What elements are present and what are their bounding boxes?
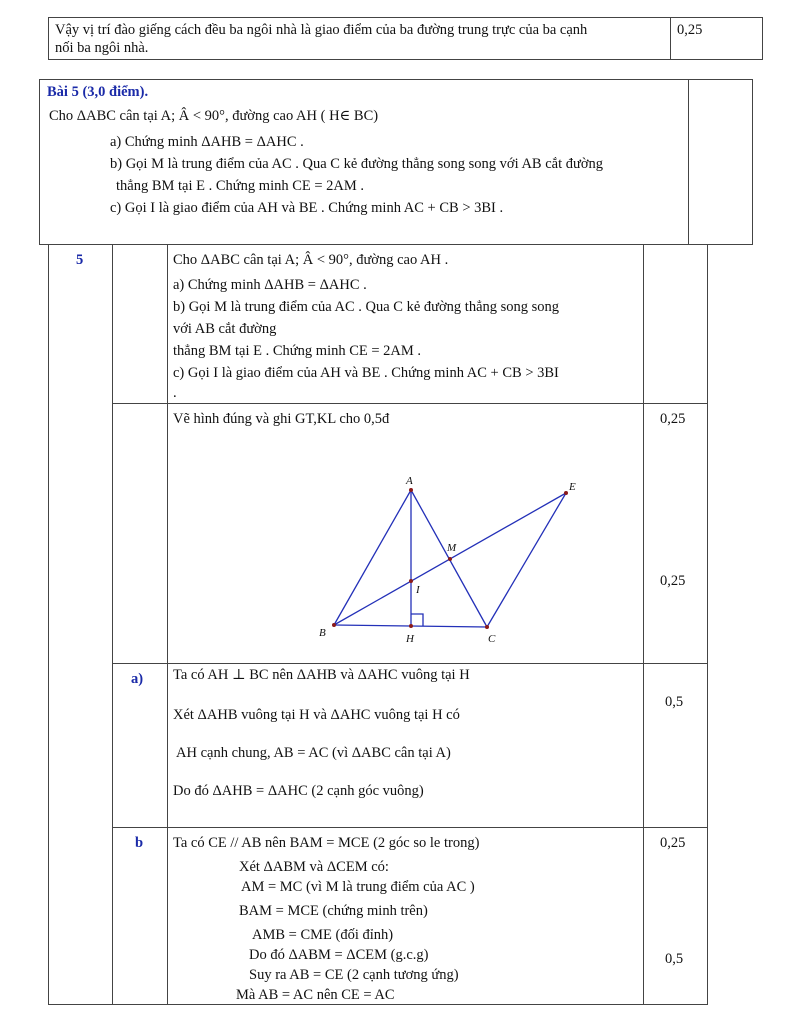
problem-intro: Cho ΔABC cân tại A; Â < 90°, đường cao AH ( H∈ BC)	[49, 108, 379, 124]
label-i: I	[416, 584, 420, 596]
restate-line4: với AB cắt đường	[173, 321, 277, 337]
restate-line6: c) Gọi I là giao điểm của AH và BE . Chứng minh AC + CB > 3BI	[173, 365, 559, 381]
problem-part-b-line2: thẳng BM tại E . Chứng minh CE = 2AM .	[116, 178, 365, 194]
part-b-line6: Do đó ΔABM = ΔCEM (g.c.g)	[249, 947, 429, 963]
part-b-line3: AM = MC (vì M là trung điểm của AC )	[241, 879, 475, 895]
restate-line2: a) Chứng minh ΔAHB = ΔAHC .	[173, 277, 367, 293]
part-a-line4: Do đó ΔAHB = ΔAHC (2 cạnh góc vuông)	[173, 783, 424, 799]
part-b-line2: Xét ΔABM và ΔCEM có:	[239, 859, 389, 875]
problem-part-c: c) Gọi I là giao điểm của AH và BE . Chứng minh AC + CB > 3BI .	[110, 200, 504, 216]
segment-ce	[487, 493, 566, 627]
problem-title: Bài 5 (3,0 điểm).	[47, 84, 149, 100]
part-b-line5: AMB = CME (đối đỉnh)	[252, 927, 394, 943]
answer-number: 5	[76, 252, 84, 268]
part-b-line1: Ta có CE // AB nên BAM = MCE (2 góc so le trong)	[173, 835, 480, 851]
restate-line5: thẳng BM tại E . Chứng minh CE = 2AM .	[173, 343, 422, 359]
figure-score-2: 0,25	[660, 573, 686, 589]
right-angle-mark	[411, 614, 423, 626]
problem-part-b-line1: b) Gọi M là trung điểm của AC . Qua C kẻ đường thẳng song song với AB cắt đường	[110, 156, 604, 172]
label-b: B	[319, 627, 326, 639]
label-m: M	[447, 542, 457, 554]
restate-line1: Cho ΔABC cân tại A; Â < 90°, đường cao AH .	[173, 252, 449, 268]
point-h	[409, 624, 413, 628]
label-e: E	[569, 481, 576, 493]
point-b	[332, 623, 336, 627]
part-b-label: b	[135, 835, 144, 851]
part-b-line8: Mà AB = AC nên CE = AC	[236, 987, 395, 1003]
part-b-score-2: 0,5	[665, 951, 684, 967]
point-e	[564, 491, 568, 495]
top-row-score: 0,25	[677, 22, 703, 38]
part-a-label: a)	[131, 671, 144, 687]
part-a-line1: Ta có AH ⊥ BC nên ΔAHB và ΔAHC vuông tại H	[173, 667, 470, 683]
top-row-line2: nối ba ngôi nhà.	[55, 40, 149, 56]
part-b-line7: Suy ra AB = CE (2 cạnh tương ứng)	[249, 967, 459, 983]
figure-score-1: 0,25	[660, 411, 686, 427]
point-c	[485, 625, 489, 629]
figure-instruction: Vẽ hình đúng và ghi GT,KL cho 0,5đ	[173, 411, 390, 427]
segment-ab	[334, 490, 411, 625]
part-a-line2: Xét ΔAHB vuông tại H và ΔAHC vuông tại H có	[173, 707, 460, 723]
restate-line3: b) Gọi M là trung điểm của AC . Qua C kẻ đường thẳng song song	[173, 299, 560, 315]
point-m	[448, 557, 452, 561]
part-a-score: 0,5	[665, 694, 684, 710]
problem-part-a: a) Chứng minh ΔAHB = ΔAHC .	[110, 134, 304, 150]
label-c: C	[488, 633, 496, 645]
top-row-line1: Vậy vị trí đào giếng cách đều ba ngôi nhà là giao điểm của ba đường trung trực của ba cạnh	[55, 22, 588, 38]
part-b-line4: BAM = MCE (chứng minh trên)	[239, 903, 428, 919]
label-a: A	[406, 475, 413, 487]
label-h: H	[406, 633, 414, 645]
part-b-score-1: 0,25	[660, 835, 686, 851]
part-a-line3: AH cạnh chung, AB = AC (vì ΔABC cân tại A)	[176, 745, 451, 761]
point-i	[409, 579, 413, 583]
restate-line7: .	[173, 385, 177, 401]
